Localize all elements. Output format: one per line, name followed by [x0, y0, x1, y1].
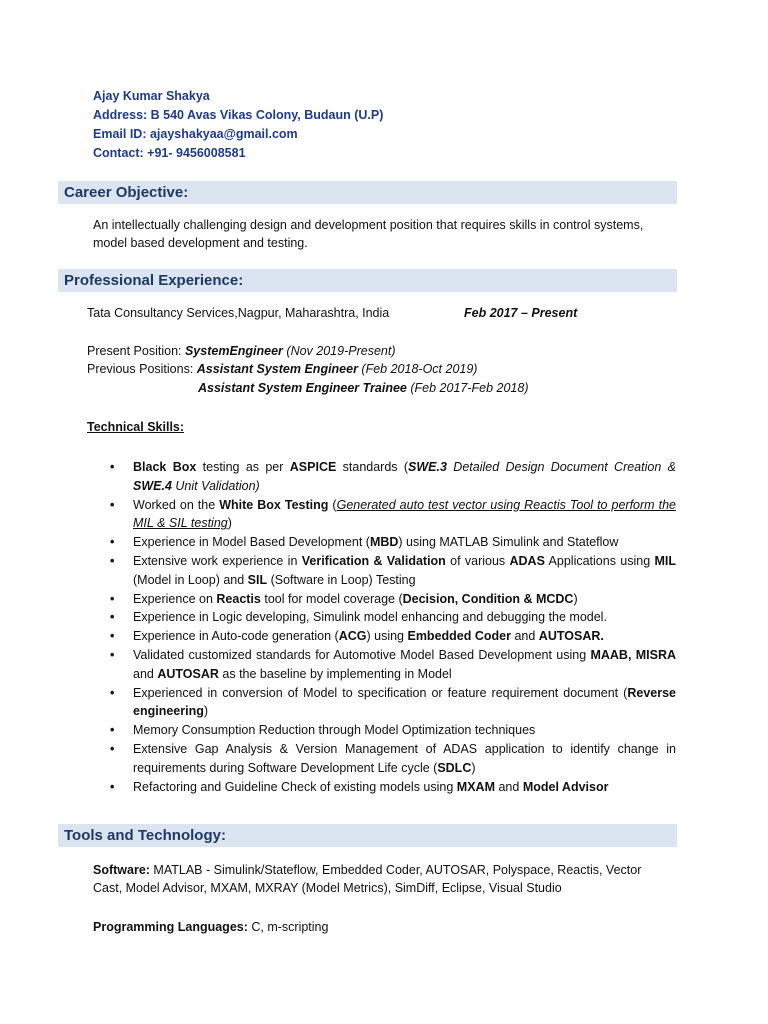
- bullet-icon: •: [110, 629, 115, 644]
- company-name: Tata Consultancy Services,Nagpur, Maharashtra, India: [87, 306, 390, 320]
- previous-position: [87, 360, 477, 378]
- contact-block: [93, 87, 383, 163]
- section-title: Professional Experience:: [64, 272, 244, 289]
- list-item: • Experience in Logic developing, Simulink model enhancing and debugging the model.: [110, 608, 676, 627]
- objective-line: model based development and testing.: [93, 236, 308, 250]
- section-title: Tools and Technology:: [64, 827, 226, 844]
- list-item: • Extensive work experience in Verification & Validation of various ADAS Applications using MIL (Model in Loop) and SIL (Software in Loop) Testing: [110, 553, 676, 587]
- list-item: • Experience in Model Based Development (MBD) using MATLAB Simulink and Stateflow: [110, 533, 676, 552]
- previous-role: Assistant System Engineer Trainee: [198, 381, 407, 395]
- previous-dates: (Feb 2018-Oct 2019): [357, 362, 478, 376]
- employment-period: Feb 2017 – Present: [464, 306, 578, 320]
- technical-skills-heading: Technical Skills:: [87, 420, 185, 434]
- phone-line: Contact: +91- 9456008581: [93, 146, 246, 160]
- languages-label: Programming Languages:: [93, 920, 248, 934]
- section-header-tools-technology: [58, 824, 677, 847]
- previous-dates: (Feb 2017-Feb 2018): [406, 381, 529, 395]
- bullet-icon: •: [110, 723, 115, 738]
- previous-position: [198, 379, 529, 397]
- list-item: • Validated customized standards for Automotive Model Based Development using MAAB, MISRA and AUTOSAR as the baseline by implementing in Model: [110, 647, 676, 681]
- list-item: • Refactoring and Guideline Check of existing models using MXAM and Model Advisor: [110, 778, 676, 797]
- software-block: [93, 861, 641, 897]
- objective-text: [93, 216, 643, 252]
- email-line: Email ID: ajayshakyaa@gmail.com: [93, 127, 298, 141]
- bullet-icon: •: [110, 610, 115, 625]
- present-position-label: Present Position:: [87, 344, 185, 358]
- software-line: Software: MATLAB - Simulink/Stateflow, Embedded Coder, AUTOSAR, Polyspace, Reactis, Vector: [93, 863, 642, 877]
- present-role: SystemEngineer: [184, 344, 283, 358]
- list-item: • Worked on the White Box Testing (Generated auto test vector using Reactis Tool to perform the MIL & SIL testing): [110, 497, 676, 531]
- bullet-icon: •: [110, 553, 115, 568]
- list-item: • Memory Consumption Reduction through Model Optimization techniques: [110, 721, 676, 740]
- bullet-icon: •: [110, 497, 115, 512]
- bullet-icon: •: [110, 535, 115, 550]
- section-title: Career Objective:: [64, 184, 189, 201]
- skills-list: [110, 458, 676, 796]
- bullet-icon: •: [110, 647, 115, 662]
- previous-role: Assistant System Engineer: [196, 362, 358, 376]
- candidate-name: Ajay Kumar Shakya: [93, 89, 210, 103]
- present-position: [87, 342, 396, 360]
- list-item: • Experience in Auto-code generation (ACG) using Embedded Coder and AUTOSAR.: [110, 627, 676, 646]
- programming-languages: Programming Languages: C, m-scripting: [93, 920, 329, 934]
- bullet-icon: •: [110, 779, 115, 794]
- software-line: Cast, Model Advisor, MXAM, MXRAY (Model Metrics), SimDiff, Eclipse, Visual Studio: [93, 881, 562, 895]
- bullet-icon: •: [110, 460, 115, 474]
- list-item: • Experience on Reactis tool for model coverage (Decision, Condition & MCDC): [110, 590, 676, 609]
- bullet-icon: •: [110, 685, 115, 700]
- list-item: • Extensive Gap Analysis & Version Management of ADAS application to identify change in requirements during Software Development Life cycle (SDLC): [110, 741, 676, 775]
- bullet-icon: •: [110, 591, 115, 606]
- section-header-professional-experience: [58, 269, 677, 292]
- objective-line: An intellectually challenging design and development position that requires skills in control systems,: [93, 218, 644, 232]
- list-item: • Experienced in conversion of Model to specification or feature requirement document (Reverse engineering): [110, 685, 676, 719]
- software-label: Software:: [93, 863, 150, 877]
- list-item: • Black Box testing as per ASPICE standards (SWE.3 Detailed Design Document Creation & SWE.4 Unit Validation): [110, 460, 676, 493]
- previous-position-label: Previous Positions:: [87, 362, 197, 376]
- address-line: Address: B 540 Avas Vikas Colony, Budaun (U.P): [93, 108, 384, 122]
- section-header-career-objective: [58, 181, 677, 204]
- bullet-icon: •: [110, 741, 115, 756]
- present-dates: (Nov 2019-Present): [282, 344, 396, 358]
